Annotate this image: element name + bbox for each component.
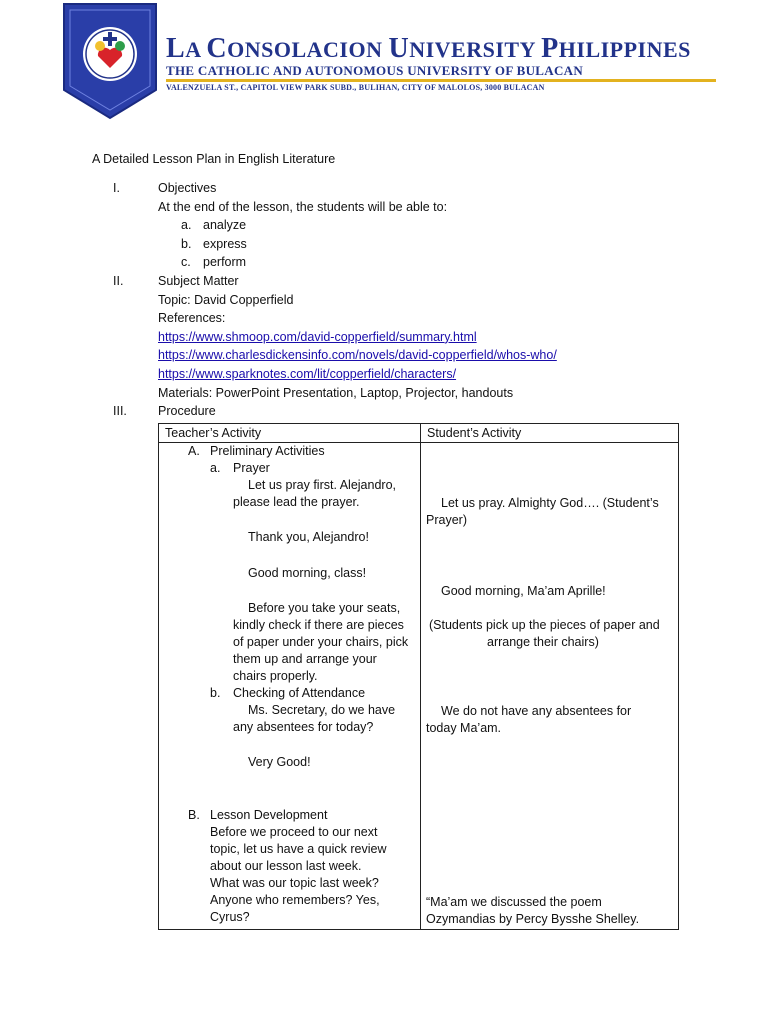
student-line: Good morning, Ma’am Aprille! [441,584,606,598]
column-header-teacher: Teacher’s Activity [159,424,421,443]
teacher-line: any absentees for today? [233,720,374,734]
header-divider [166,79,716,82]
teacher-line: Ms. Secretary, do we have [248,703,396,717]
student-line: today Ma’am. [426,721,502,735]
teacher-line: Before we proceed to our next [210,825,378,839]
student-line: (Students pick up the pieces of paper and [429,618,660,632]
university-seal-icon [62,2,158,120]
activity-heading: Lesson Development [210,808,328,822]
objectives-intro: At the end of the lesson, the students will be able to: [158,199,448,214]
column-header-student: Student’s Activity [421,424,679,443]
student-line: “Ma’am we discussed the poem [426,895,602,909]
list-marker: a. [210,461,221,475]
list-marker: A. [188,444,200,458]
activity-subheading: Checking of Attendance [233,686,366,700]
objective-item: express [203,236,247,251]
teacher-line: Good morning, class! [248,566,367,580]
document-title: A Detailed Lesson Plan in English Literature [92,152,336,166]
list-marker: b. [181,236,192,251]
university-address: VALENZUELA ST., CAPITOL VIEW PARK SUBD., BULIHAN, CITY OF MALOLOS, 3000 BULACAN [166,83,545,92]
student-line: Prayer) [426,513,467,527]
section-heading-objectives: Objectives [158,181,217,195]
teacher-line: them up and arrange your [233,652,377,666]
materials-line: Materials: PowerPoint Presentation, Laptop, Projector, handouts [158,385,514,400]
topic-line: Topic: David Copperfield [158,292,294,307]
teacher-line: Thank you, Alejandro! [248,530,369,544]
procedure-table [158,423,679,930]
teacher-line: Cyrus? [210,910,250,924]
teacher-line: Anyone who remembers? Yes, [210,893,380,907]
student-activity-cell [421,443,679,930]
teacher-line: kindly check if there are pieces [233,618,404,632]
teacher-line: about our lesson last week. [210,859,362,873]
section-heading-subject-matter: Subject Matter [158,274,239,288]
table-row [159,443,679,930]
teacher-line: chairs properly. [233,669,318,683]
section-number: III. [113,404,127,419]
student-line: We do not have any absentees for [441,704,632,718]
objective-item: analyze [203,218,247,233]
teacher-line: topic, let us have a quick review [210,842,387,856]
reference-link[interactable]: https://www.shmoop.com/david-copperfield/summary.html [158,329,477,344]
list-marker: a. [181,218,192,233]
references-label: References: [158,311,226,326]
list-marker: b. [210,686,221,700]
teacher-activity-cell [159,443,421,930]
university-tagline: THE CATHOLIC AND AUTONOMOUS UNIVERSITY OF BULACAN [166,63,584,78]
section-number: II. [113,274,124,288]
reference-link[interactable]: https://www.sparknotes.com/lit/copperfield/characters/ [158,367,457,381]
teacher-line: Let us pray first. Alejandro, [248,478,396,492]
teacher-line: Before you take your seats, [248,601,401,615]
reference-link[interactable]: https://www.charlesdickensinfo.com/novels/david-copperfield/whos-who/ [158,348,557,363]
list-marker: c. [181,255,191,270]
section-heading-procedure: Procedure [158,404,216,419]
table-header-row [159,424,679,443]
student-line: arrange their chairs) [487,635,599,649]
activity-heading: Preliminary Activities [210,444,325,458]
teacher-line: What was our topic last week? [210,876,379,890]
teacher-line: Very Good! [248,755,311,769]
university-name: LA CONSOLACION UNIVERSITY PHILIPPINES [166,33,691,64]
list-marker: B. [188,808,200,822]
student-line: Let us pray. Almighty God…. (Student’s [441,496,659,510]
activity-subheading: Prayer [233,461,270,475]
teacher-line: of paper under your chairs, pick [233,635,409,649]
section-number: I. [113,181,120,195]
student-line: Ozymandias by Percy Bysshe Shelley. [426,912,640,926]
teacher-line: please lead the prayer. [233,495,360,509]
objective-item: perform [203,255,247,270]
